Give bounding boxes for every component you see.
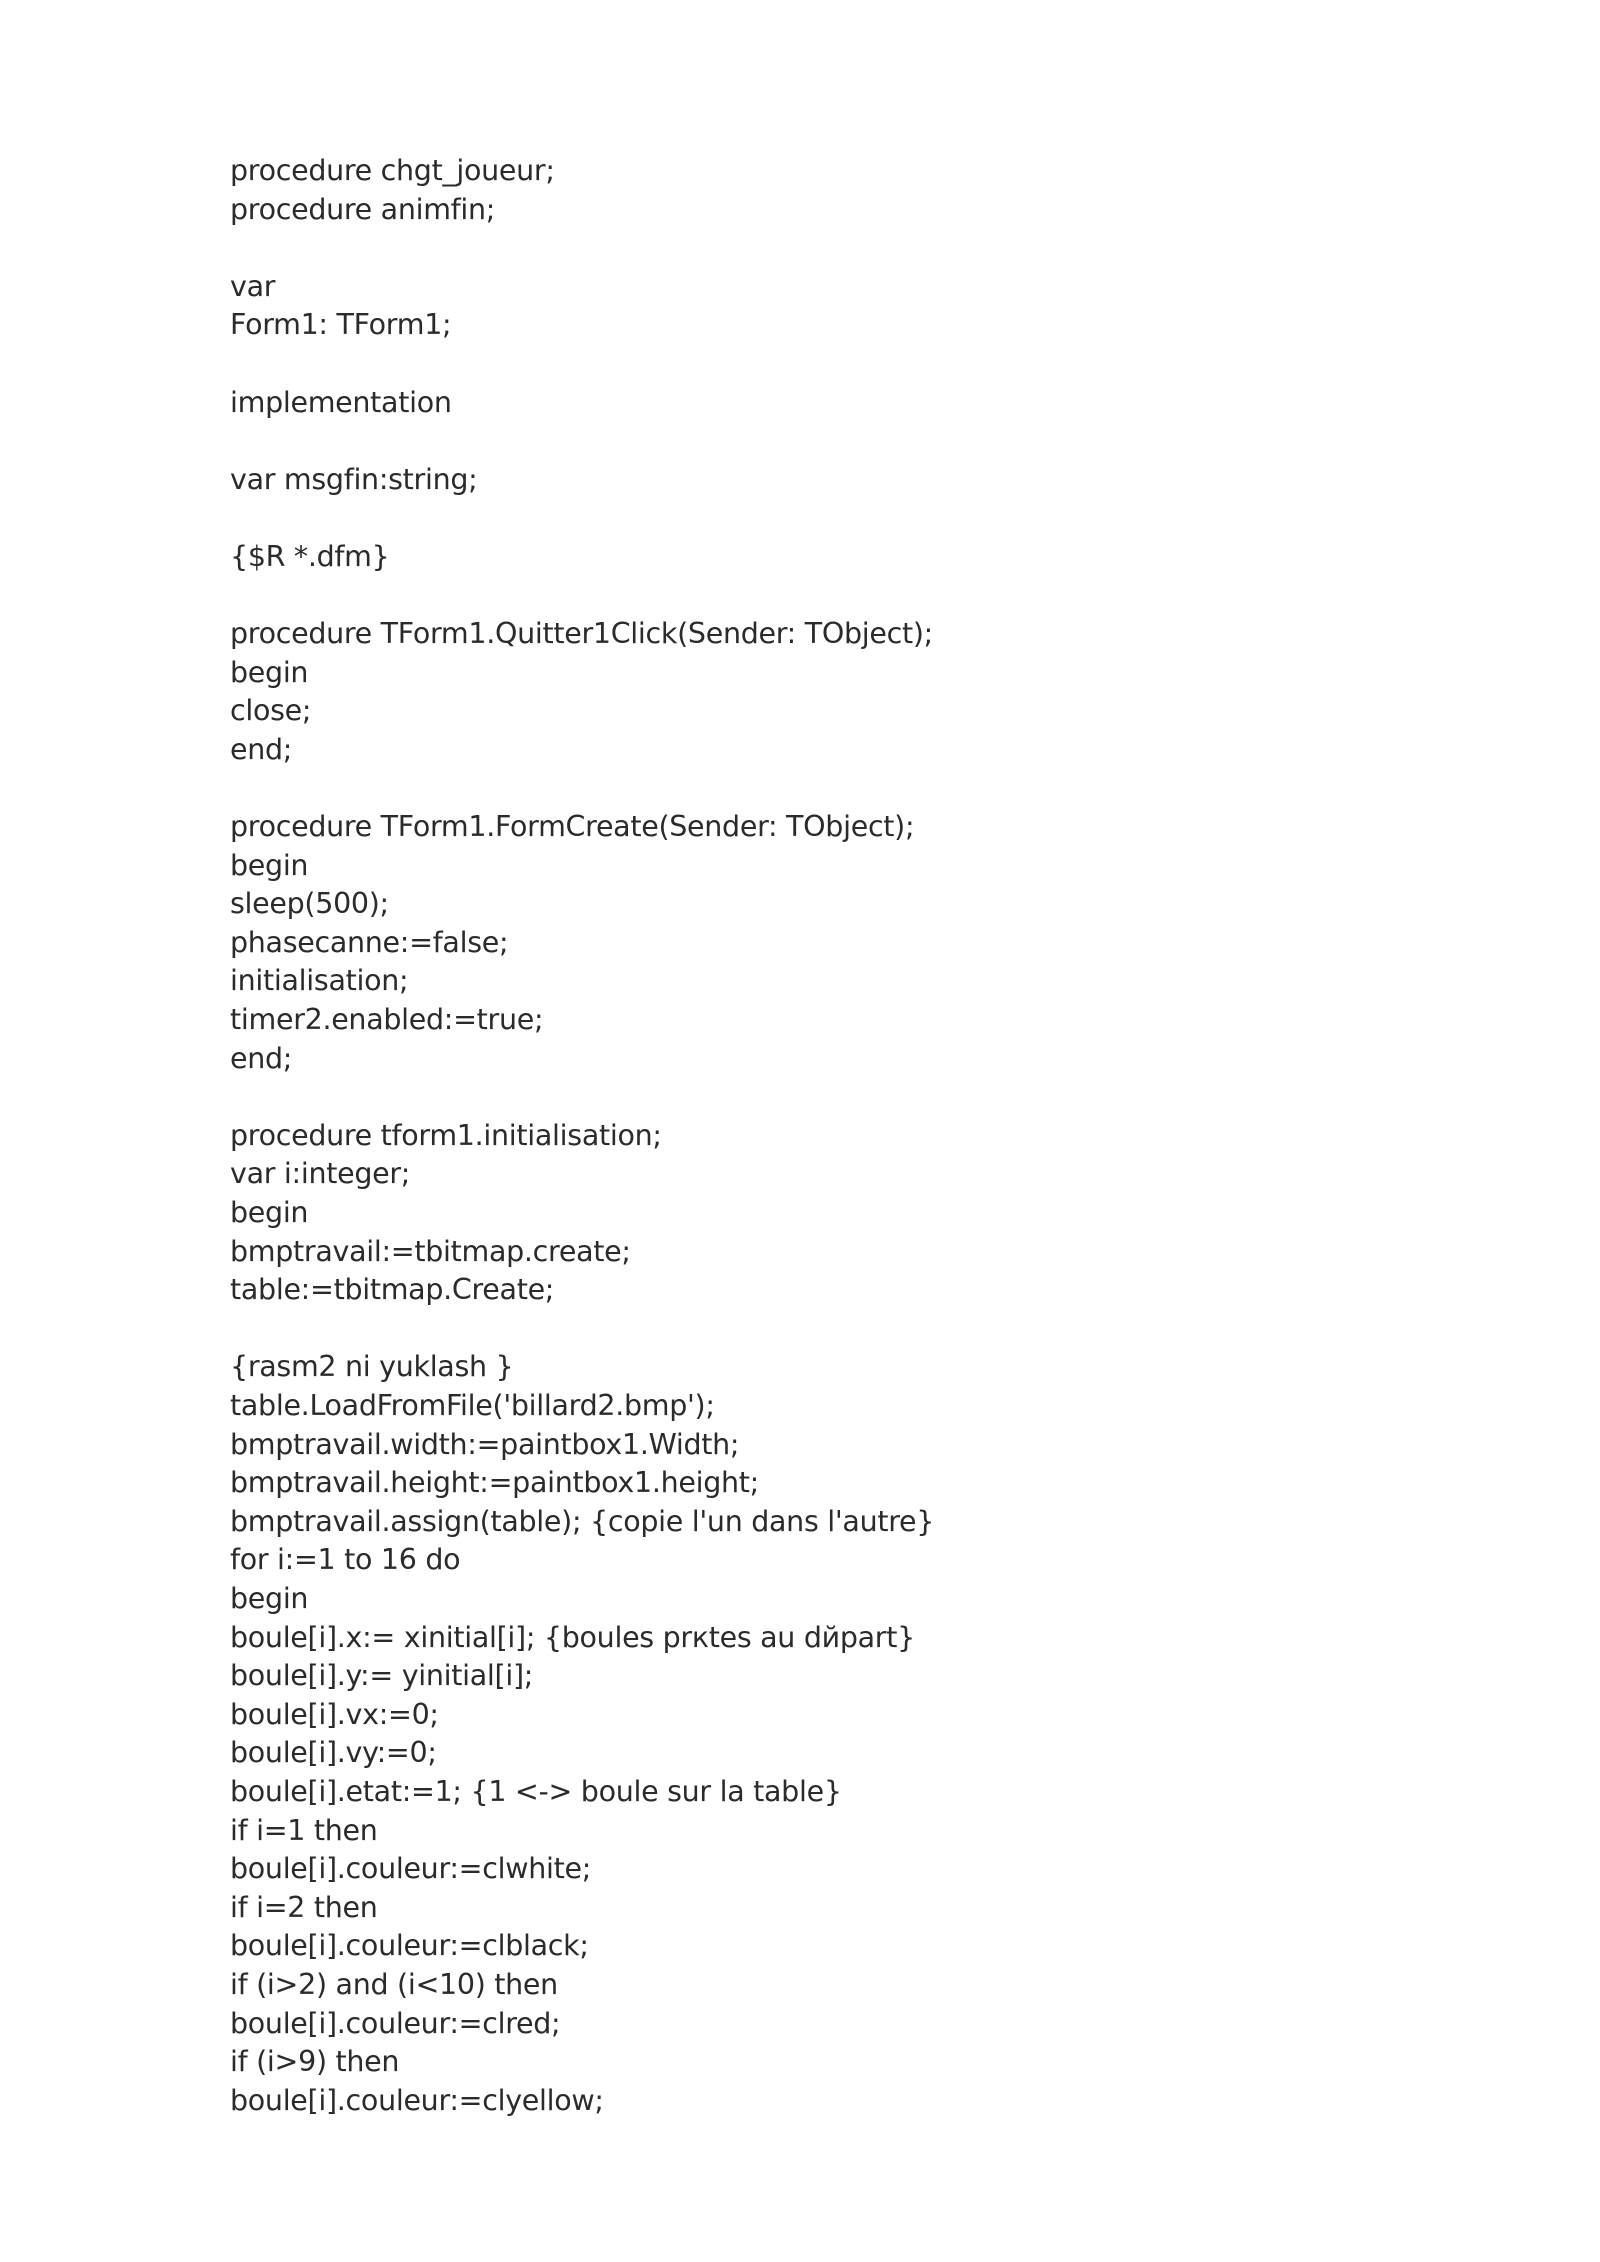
code-line: begin <box>230 1196 309 1230</box>
code-line: Form1: TForm1; <box>230 308 452 342</box>
code-line: bmptravail.width:=paintbox1.Width; <box>230 1427 740 1461</box>
code-line: boule[i].x:= xinitial[i]; {boules prкtes au dйpart} <box>230 1620 915 1654</box>
blank-line <box>230 577 1430 616</box>
code-line: table:=tbitmap.Create; <box>230 1273 555 1307</box>
code-line: boule[i].couleur:=clblack; <box>230 1929 589 1963</box>
code-line: boule[i].couleur:=clwhite; <box>230 1852 592 1886</box>
code-line: end; <box>230 1041 293 1075</box>
blank-line <box>230 1310 1430 1349</box>
code-line: boule[i].couleur:=clred; <box>230 2006 561 2040</box>
code-line: boule[i].etat:=1; {1 <-> boule sur la table} <box>230 1774 842 1808</box>
code-line: var msgfin:string; <box>230 462 478 496</box>
code-line: initialisation; <box>230 964 409 998</box>
code-line: table.LoadFromFile('billard2.bmp'); <box>230 1389 715 1422</box>
code-line: bmptravail.height:=paintbox1.height; <box>230 1466 759 1500</box>
code-line: bmptravail.assign(table); {copie l'un dans l'autre} <box>230 1504 935 1538</box>
code-line: boule[i].vy:=0; <box>230 1736 437 1770</box>
code-line: procedure TForm1.Quitter1Click(Sender: TObject); <box>230 617 933 651</box>
code-line: if i=2 then <box>230 1890 378 1924</box>
blank-line <box>230 499 1430 538</box>
code-line: var i:integer; <box>230 1157 411 1191</box>
code-line: end; <box>230 732 293 766</box>
code-line: close; <box>230 694 312 728</box>
code-line: begin <box>230 655 309 689</box>
code-line: if (i>9) then <box>230 2045 400 2079</box>
code-line: if i=1 then <box>230 1813 378 1847</box>
code-line: boule[i].y:= yinitial[i]; <box>230 1659 534 1693</box>
code-line: begin <box>230 848 309 882</box>
code-line: phasecanne:=false; <box>230 925 509 959</box>
code-line: var <box>230 269 276 303</box>
blank-line <box>230 229 1430 268</box>
blank-line <box>230 345 1430 384</box>
code-line: procedure chgt_joueur; <box>230 154 555 187</box>
code-line: boule[i].couleur:=clyellow; <box>230 2083 604 2117</box>
blank-line <box>230 770 1430 809</box>
code-line: procedure tform1.initialisation; <box>230 1118 662 1152</box>
code-line: procedure animfin; <box>230 192 496 226</box>
code-line: implementation <box>230 385 452 419</box>
blank-line <box>230 422 1430 461</box>
code-line: for i:=1 to 16 do <box>230 1543 461 1577</box>
code-line: procedure TForm1.FormCreate(Sender: TObject); <box>230 810 915 844</box>
code-line: timer2.enabled:=true; <box>230 1003 544 1037</box>
code-line: boule[i].vx:=0; <box>230 1697 439 1731</box>
code-line: {rasm2 ni yuklash } <box>230 1350 514 1384</box>
code-line: if (i>2) and (i<10) then <box>230 1967 558 2001</box>
code-line: sleep(500); <box>230 887 389 921</box>
blank-line <box>230 1078 1430 1117</box>
code-line: bmptravail:=tbitmap.create; <box>230 1234 631 1268</box>
code-line: begin <box>230 1581 309 1615</box>
code-listing <box>230 152 1430 2120</box>
code-line: {$R *.dfm} <box>230 539 390 573</box>
